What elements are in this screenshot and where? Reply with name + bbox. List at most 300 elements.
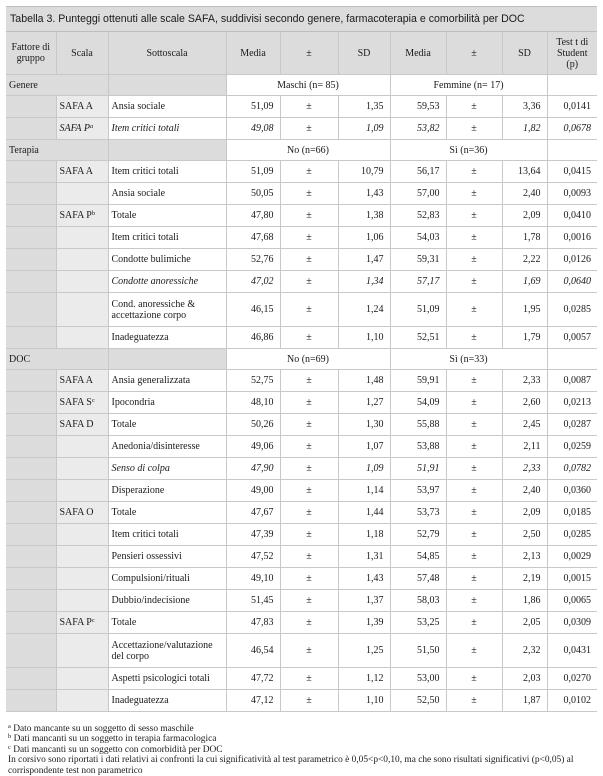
group-cell [6, 546, 56, 568]
sd-right: 2,33 [502, 458, 547, 480]
sd-right: 2,40 [502, 183, 547, 205]
table-row [6, 590, 597, 612]
sd-left: 10,79 [338, 161, 390, 183]
mean-right: 52,83 [390, 205, 446, 227]
sd-right: 2,09 [502, 502, 547, 524]
subscale-cell: Aspetti psicologici totali [108, 668, 226, 690]
group-right-label: Femmine (n= 17) [390, 75, 547, 96]
mean-right: 59,31 [390, 249, 446, 271]
scale-cell [56, 227, 108, 249]
header-cell: SD [502, 32, 547, 75]
subscale-cell: Totale [108, 612, 226, 634]
sd-right: 2,32 [502, 634, 547, 668]
mean-right: 55,88 [390, 414, 446, 436]
subscale-cell: Anedonia/disinteresse [108, 436, 226, 458]
table-row [6, 690, 597, 712]
mean-left: 47,90 [226, 458, 280, 480]
table-row [6, 546, 597, 568]
subscale-cell: Condotte anoressiche [108, 271, 226, 293]
plusminus-right: ± [446, 161, 502, 183]
p-value: 0,0185 [547, 502, 597, 524]
mean-right: 53,00 [390, 668, 446, 690]
mean-right: 53,97 [390, 480, 446, 502]
subscale-cell: Cond. anoressiche & accettazione corpo [108, 293, 226, 327]
plusminus-right: ± [446, 690, 502, 712]
p-value: 0,0360 [547, 480, 597, 502]
table-row [6, 568, 597, 590]
sd-left: 1,43 [338, 183, 390, 205]
header-cell: ± [280, 32, 338, 75]
table-row [6, 205, 597, 227]
table-body [6, 32, 597, 712]
subscale-cell: Senso di colpa [108, 458, 226, 480]
mean-left: 51,09 [226, 161, 280, 183]
table-row [6, 392, 597, 414]
group-cell [6, 227, 56, 249]
plusminus-right: ± [446, 546, 502, 568]
group-p-spacer [547, 75, 597, 96]
scale-cell [56, 690, 108, 712]
mean-right: 51,09 [390, 293, 446, 327]
note-text: Dato mancante su un soggetto di sesso maschile [13, 724, 194, 734]
group-left-label: No (n=66) [226, 140, 390, 161]
group-cell [6, 590, 56, 612]
plusminus-left: ± [280, 668, 338, 690]
mean-right: 53,82 [390, 118, 446, 140]
subscale-cell: Ansia sociale [108, 96, 226, 118]
mean-left: 49,08 [226, 118, 280, 140]
mean-right: 52,50 [390, 690, 446, 712]
mean-right: 54,03 [390, 227, 446, 249]
footnote-mark: c [91, 617, 95, 624]
group-cell [6, 502, 56, 524]
plusminus-right: ± [446, 249, 502, 271]
subscale-cell: Condotte bulimiche [108, 249, 226, 271]
p-value: 0,0287 [547, 414, 597, 436]
note-mark: a [8, 723, 11, 730]
mean-right: 54,09 [390, 392, 446, 414]
group-cell [6, 370, 56, 392]
sd-right: 1,69 [502, 271, 547, 293]
p-value: 0,0057 [547, 327, 597, 349]
plusminus-left: ± [280, 458, 338, 480]
subscale-cell: Inadeguatezza [108, 327, 226, 349]
plusminus-left: ± [280, 227, 338, 249]
subscale-cell: Item critici totali [108, 118, 226, 140]
subscale-cell: Item critici totali [108, 227, 226, 249]
group-spacer [108, 75, 226, 96]
scale-name: SAFA A [59, 166, 93, 177]
group-left-label: No (n=69) [226, 349, 390, 370]
sd-left: 1,24 [338, 293, 390, 327]
p-value: 0,0065 [547, 590, 597, 612]
mean-left: 46,54 [226, 634, 280, 668]
sd-left: 1,39 [338, 612, 390, 634]
sd-left: 1,10 [338, 690, 390, 712]
group-cell [6, 436, 56, 458]
subscale-cell: Totale [108, 414, 226, 436]
p-value: 0,0126 [547, 249, 597, 271]
group-row [6, 75, 597, 96]
scale-cell [56, 668, 108, 690]
plusminus-right: ± [446, 327, 502, 349]
mean-left: 49,06 [226, 436, 280, 458]
p-value: 0,0093 [547, 183, 597, 205]
note-mark: c [8, 743, 11, 751]
p-value: 0,0640 [547, 271, 597, 293]
plusminus-right: ± [446, 205, 502, 227]
sd-left: 1,38 [338, 205, 390, 227]
sd-right: 1,95 [502, 293, 547, 327]
group-row [6, 140, 597, 161]
group-cell [6, 271, 56, 293]
mean-left: 49,10 [226, 568, 280, 590]
scale-cell [56, 436, 108, 458]
sd-right: 2,13 [502, 546, 547, 568]
note-line [8, 755, 597, 776]
table-row [6, 271, 597, 293]
sd-left: 1,09 [338, 118, 390, 140]
subscale-cell: Item critici totali [108, 161, 226, 183]
plusminus-left: ± [280, 546, 338, 568]
sd-left: 1,09 [338, 458, 390, 480]
footnote-mark: b [91, 210, 96, 217]
sd-right: 1,87 [502, 690, 547, 712]
header-cell: Media [390, 32, 446, 75]
sd-left: 1,34 [338, 271, 390, 293]
plusminus-left: ± [280, 370, 338, 392]
mean-left: 47,83 [226, 612, 280, 634]
p-value: 0,0087 [547, 370, 597, 392]
scale-name: SAFA P [59, 123, 90, 134]
results-table [6, 32, 597, 712]
header-row [6, 32, 597, 75]
scale-cell [56, 96, 108, 118]
mean-left: 47,68 [226, 227, 280, 249]
sd-right: 2,09 [502, 205, 547, 227]
table-row [6, 96, 597, 118]
note-text: In corsivo sono riportati i dati relativi ai confronti la cui significatività al test parametrico è 0,05<p<0,10, ma che sono risultati significativi (p<0,05) al corrispondente test non parametrico [8, 755, 574, 776]
mean-left: 47,67 [226, 502, 280, 524]
p-value: 0,0309 [547, 612, 597, 634]
footnote-mark: a [89, 123, 94, 130]
sd-left: 1,35 [338, 96, 390, 118]
mean-left: 47,12 [226, 690, 280, 712]
subscale-cell: Accettazione/valutazione del corpo [108, 634, 226, 668]
mean-right: 51,91 [390, 458, 446, 480]
sd-right: 2,45 [502, 414, 547, 436]
sd-right: 2,03 [502, 668, 547, 690]
note-mark: b [8, 733, 12, 741]
group-cell [6, 205, 56, 227]
plusminus-right: ± [446, 392, 502, 414]
p-value: 0,0102 [547, 690, 597, 712]
header-cell: Test t di Student (p) [547, 32, 597, 75]
group-name: Terapia [6, 140, 108, 161]
note-line [8, 734, 597, 744]
note-line [8, 724, 597, 734]
mean-right: 56,17 [390, 161, 446, 183]
plusminus-left: ± [280, 634, 338, 668]
subscale-cell: Ansia sociale [108, 183, 226, 205]
plusminus-left: ± [280, 293, 338, 327]
mean-left: 50,05 [226, 183, 280, 205]
mean-right: 57,48 [390, 568, 446, 590]
mean-right: 52,51 [390, 327, 446, 349]
scale-cell [56, 249, 108, 271]
mean-right: 53,73 [390, 502, 446, 524]
sd-right: 2,11 [502, 436, 547, 458]
mean-left: 47,80 [226, 205, 280, 227]
p-value: 0,0431 [547, 634, 597, 668]
plusminus-right: ± [446, 668, 502, 690]
table-row [6, 668, 597, 690]
plusminus-left: ± [280, 183, 338, 205]
table-row [6, 436, 597, 458]
plusminus-left: ± [280, 590, 338, 612]
plusminus-left: ± [280, 414, 338, 436]
mean-left: 52,76 [226, 249, 280, 271]
plusminus-right: ± [446, 524, 502, 546]
plusminus-right: ± [446, 96, 502, 118]
p-value: 0,0029 [547, 546, 597, 568]
plusminus-right: ± [446, 370, 502, 392]
scale-name: SAFA A [59, 101, 93, 112]
group-cell [6, 458, 56, 480]
scale-name: SAFA P [59, 617, 92, 628]
scale-cell [56, 271, 108, 293]
sd-left: 1,31 [338, 546, 390, 568]
subscale-cell: Pensieri ossessivi [108, 546, 226, 568]
group-cell [6, 634, 56, 668]
group-cell [6, 327, 56, 349]
mean-left: 46,15 [226, 293, 280, 327]
plusminus-left: ± [280, 612, 338, 634]
mean-right: 54,85 [390, 546, 446, 568]
scale-cell [56, 634, 108, 668]
sd-left: 1,47 [338, 249, 390, 271]
subscale-cell: Totale [108, 205, 226, 227]
plusminus-right: ± [446, 634, 502, 668]
sd-left: 1,10 [338, 327, 390, 349]
plusminus-right: ± [446, 590, 502, 612]
plusminus-right: ± [446, 480, 502, 502]
table-row [6, 612, 597, 634]
header-cell: Sottoscala [108, 32, 226, 75]
mean-left: 47,39 [226, 524, 280, 546]
mean-right: 52,79 [390, 524, 446, 546]
mean-right: 57,17 [390, 271, 446, 293]
group-cell [6, 118, 56, 140]
sd-left: 1,44 [338, 502, 390, 524]
plusminus-left: ± [280, 436, 338, 458]
p-value: 0,0141 [547, 96, 597, 118]
group-name: DOC [6, 349, 108, 370]
table-row [6, 293, 597, 327]
scale-cell [56, 480, 108, 502]
subscale-cell: Inadeguatezza [108, 690, 226, 712]
group-p-spacer [547, 140, 597, 161]
scale-cell [56, 612, 108, 634]
plusminus-right: ± [446, 568, 502, 590]
plusminus-right: ± [446, 118, 502, 140]
group-left-label: Maschi (n= 85) [226, 75, 390, 96]
group-spacer [108, 349, 226, 370]
plusminus-left: ± [280, 205, 338, 227]
plusminus-right: ± [446, 183, 502, 205]
group-cell [6, 524, 56, 546]
sd-left: 1,30 [338, 414, 390, 436]
mean-left: 47,02 [226, 271, 280, 293]
scale-cell [56, 568, 108, 590]
sd-left: 1,07 [338, 436, 390, 458]
scale-cell [56, 118, 108, 140]
mean-right: 53,25 [390, 612, 446, 634]
table-row [6, 249, 597, 271]
p-value: 0,0259 [547, 436, 597, 458]
group-p-spacer [547, 349, 597, 370]
plusminus-right: ± [446, 414, 502, 436]
group-right-label: Sì (n=36) [390, 140, 547, 161]
plusminus-left: ± [280, 502, 338, 524]
mean-left: 51,09 [226, 96, 280, 118]
p-value: 0,0016 [547, 227, 597, 249]
mean-right: 58,03 [390, 590, 446, 612]
plusminus-right: ± [446, 271, 502, 293]
scale-name: SAFA P [59, 210, 92, 221]
sd-right: 13,64 [502, 161, 547, 183]
sd-left: 1,48 [338, 370, 390, 392]
scale-cell [56, 524, 108, 546]
mean-left: 47,52 [226, 546, 280, 568]
header-cell: Fattore di gruppo [6, 32, 56, 75]
group-right-label: Sì (n=33) [390, 349, 547, 370]
p-value: 0,0015 [547, 568, 597, 590]
p-value: 0,0415 [547, 161, 597, 183]
scale-cell [56, 161, 108, 183]
table-row [6, 161, 597, 183]
p-value: 0,0285 [547, 293, 597, 327]
footnote-mark: c [91, 397, 95, 404]
plusminus-right: ± [446, 502, 502, 524]
sd-right: 1,86 [502, 590, 547, 612]
p-value: 0,0410 [547, 205, 597, 227]
p-value: 0,0678 [547, 118, 597, 140]
table-row [6, 327, 597, 349]
table-row [6, 183, 597, 205]
scale-name: SAFA A [59, 375, 93, 386]
sd-left: 1,14 [338, 480, 390, 502]
sd-right: 2,50 [502, 524, 547, 546]
subscale-cell: Dubbio/indecisione [108, 590, 226, 612]
p-value: 0,0782 [547, 458, 597, 480]
plusminus-left: ± [280, 524, 338, 546]
scale-cell [56, 293, 108, 327]
scale-cell [56, 414, 108, 436]
mean-right: 59,91 [390, 370, 446, 392]
sd-left: 1,37 [338, 590, 390, 612]
table-row [6, 118, 597, 140]
group-cell [6, 96, 56, 118]
plusminus-left: ± [280, 392, 338, 414]
sd-right: 2,40 [502, 480, 547, 502]
group-cell [6, 161, 56, 183]
scale-cell [56, 327, 108, 349]
sd-right: 1,82 [502, 118, 547, 140]
sd-right: 2,22 [502, 249, 547, 271]
note-text: Dati mancanti su un soggetto in terapia farmacologica [13, 734, 217, 745]
p-value: 0,0270 [547, 668, 597, 690]
header-cell: Scala [56, 32, 108, 75]
table-row [6, 227, 597, 249]
plusminus-right: ± [446, 436, 502, 458]
plusminus-left: ± [280, 161, 338, 183]
table-row [6, 414, 597, 436]
group-row [6, 349, 597, 370]
group-cell [6, 392, 56, 414]
mean-right: 59,53 [390, 96, 446, 118]
plusminus-left: ± [280, 690, 338, 712]
sd-left: 1,18 [338, 524, 390, 546]
group-cell [6, 293, 56, 327]
scale-name: SAFA D [59, 419, 94, 430]
scale-cell [56, 546, 108, 568]
note-text: Dati mancanti su un soggetto con comorbidità per DOC [13, 744, 223, 755]
subscale-cell: Ansia generalizzata [108, 370, 226, 392]
sd-left: 1,06 [338, 227, 390, 249]
scale-cell [56, 502, 108, 524]
subscale-cell: Totale [108, 502, 226, 524]
sd-right: 3,36 [502, 96, 547, 118]
p-value: 0,0213 [547, 392, 597, 414]
scale-cell [56, 458, 108, 480]
group-name: Genere [6, 75, 108, 96]
table-row [6, 524, 597, 546]
plusminus-right: ± [446, 612, 502, 634]
sd-right: 1,79 [502, 327, 547, 349]
table-row [6, 480, 597, 502]
mean-left: 52,75 [226, 370, 280, 392]
group-cell [6, 183, 56, 205]
mean-left: 47,72 [226, 668, 280, 690]
scale-cell [56, 370, 108, 392]
scale-cell [56, 590, 108, 612]
group-cell [6, 612, 56, 634]
sd-right: 1,78 [502, 227, 547, 249]
group-spacer [108, 140, 226, 161]
mean-left: 48,10 [226, 392, 280, 414]
mean-right: 51,50 [390, 634, 446, 668]
table-figure [6, 6, 597, 776]
plusminus-left: ± [280, 96, 338, 118]
plusminus-left: ± [280, 568, 338, 590]
sd-left: 1,43 [338, 568, 390, 590]
sd-right: 2,33 [502, 370, 547, 392]
sd-right: 2,60 [502, 392, 547, 414]
mean-right: 53,88 [390, 436, 446, 458]
table-row [6, 502, 597, 524]
header-cell: ± [446, 32, 502, 75]
mean-right: 57,00 [390, 183, 446, 205]
plusminus-left: ± [280, 480, 338, 502]
group-cell [6, 690, 56, 712]
table-row [6, 458, 597, 480]
sd-right: 2,05 [502, 612, 547, 634]
subscale-cell: Compulsioni/rituali [108, 568, 226, 590]
plusminus-right: ± [446, 293, 502, 327]
mean-left: 46,86 [226, 327, 280, 349]
group-cell [6, 249, 56, 271]
